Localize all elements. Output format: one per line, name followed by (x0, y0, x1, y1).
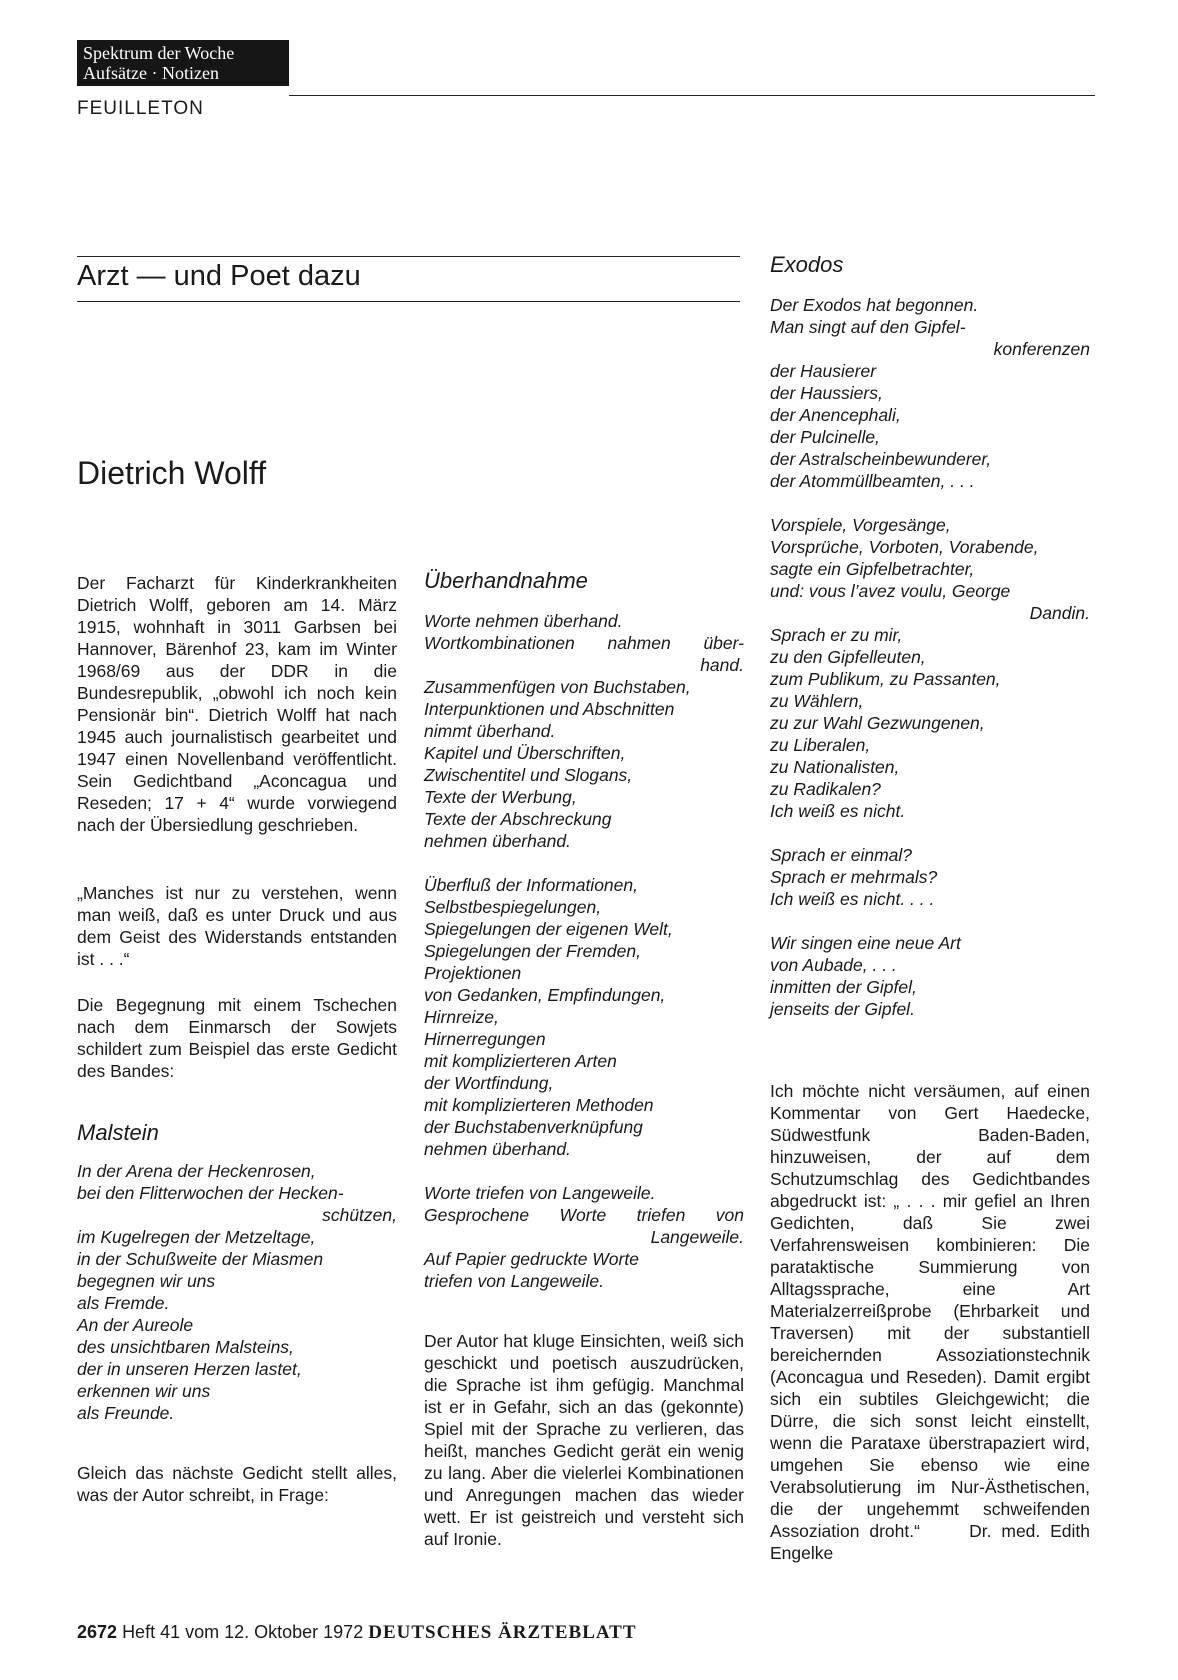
poem-line: mit komplizierteren Arten (424, 1051, 617, 1071)
poem-line: Vorspiele, Vorgesänge, (770, 515, 951, 535)
poem-line: Überfluß der Informationen, (424, 875, 638, 895)
poem-exodos (770, 294, 1090, 1020)
poem-line: Kapitel und Überschriften, (424, 743, 626, 763)
column-1 (77, 572, 397, 1506)
poem-line: von Gedanken, Empfindungen, (424, 985, 666, 1005)
page-footer (77, 1622, 637, 1644)
poem-line: nimmt überhand. (424, 721, 556, 741)
signature: Dr. med. Edith Engelke (770, 1521, 1090, 1563)
poem-line: zu Liberalen, (770, 735, 871, 755)
magazine-name: DEUTSCHES ÄRZTEBLATT (368, 1622, 637, 1643)
poem-line: Dandin. (1029, 603, 1090, 623)
poem-line: Wortkombinationen nahmen über- (424, 633, 744, 653)
title-rule-top (77, 256, 740, 257)
poem-line: Der Exodos hat begonnen. (770, 295, 979, 315)
poem-malstein (77, 1160, 397, 1424)
poem-line: Worte triefen von Langeweile. (424, 1183, 656, 1203)
poem-line: als Freunde. (77, 1403, 175, 1423)
poem-line: Zusammenfügen von Buchstaben, (424, 677, 691, 697)
stanza-break (770, 492, 1090, 514)
poem-line: In der Arena der Heckenrosen, (77, 1161, 316, 1181)
header-rule (289, 95, 1095, 96)
poem-line: Spiegelungen der Fremden, (424, 941, 641, 961)
poem-line: Ich weiß es nicht. . . . (770, 889, 935, 909)
poem-line: des unsichtbaren Malsteins, (77, 1337, 294, 1357)
article-author: Dietrich Wolff (77, 455, 267, 491)
paragraph-3: Gleich das nächste Gedicht stellt alles, was der Autor schreibt, in Frage: (77, 1463, 397, 1505)
poem-line: der Atommüllbeamten, . . . (770, 471, 975, 491)
poem-line: mit komplizierteren Methoden (424, 1095, 654, 1115)
stanza-break (770, 910, 1090, 932)
poem-line: der Hausierer (770, 361, 877, 381)
poem-line: inmitten der Gipfel, (770, 977, 917, 997)
poem-line: Selbstbespiegelungen, (424, 897, 602, 917)
poem-line: Texte der Abschreckung (424, 809, 612, 829)
badge-line-1: Spektrum der Woche (83, 43, 235, 63)
poem-line: Worte nehmen überhand. (424, 611, 623, 631)
poem-line: Hirnreize, (424, 1007, 499, 1027)
poem-line: zu Nationalisten, (770, 757, 900, 777)
poem-line: Projektionen (424, 963, 522, 983)
poem-line: Texte der Werbung, (424, 787, 577, 807)
poem-line: nehmen überhand. (424, 1139, 571, 1159)
poem-line: der Wortfindung, (424, 1073, 554, 1093)
poem-line: Sprach er einmal? (770, 845, 913, 865)
poem-line: Gesprochene Worte triefen von (424, 1205, 744, 1225)
poem-line: zu Radikalen? (770, 779, 881, 799)
commentary-paragraph (770, 1080, 1090, 1564)
poem-line: der Haussiers, (770, 383, 883, 403)
poem-title-exodos: Exodos (770, 252, 844, 277)
poem-line: als Fremde. (77, 1293, 170, 1313)
poem-line: Spiegelungen der eigenen Welt, (424, 919, 673, 939)
poem-line: triefen von Langeweile. (424, 1271, 604, 1291)
poem-line: sagte ein Gipfelbetrachter, (770, 559, 975, 579)
poem-line: zum Publikum, zu Passanten, (770, 669, 1001, 689)
column-2 (424, 568, 744, 1550)
poem-line: An der Aureole (77, 1315, 194, 1335)
poem-line: Interpunktionen und Abschnitten (424, 699, 675, 719)
paragraph-2: Die Begegnung mit einem Tschechen nach dem Einmarsch der Sowjets schildert zum Beispiel das erste Gedicht des Bandes: (77, 995, 397, 1081)
poem-line: der Pulcinelle, (770, 427, 880, 447)
poem-line: Ich weiß es nicht. (770, 801, 906, 821)
commentary-text: Ich möchte nicht versäumen, auf einen Kommentar von Gert Haedecke, Südwestfunk Baden-Baden, hinzuweisen, der auf dem Schutzumschlag des Gedichtbandes abgedruckt ist: „ . . . mir gefiel an Ihren Gedichten, daß Sie zwei Verfahrensweisen kombinieren: Die parataktische Summierung von Alltagssprache, eine Art Materialzerreißprobe (Ehrbarkeit und Traversen) mit der substantiell bereichernden Assoziationstechnik (Aconcagua und Reseden). Damit ergibt sich ein subtiles Gleichgewicht; die Dürre, die sich sonst leicht einstellt, wenn die Parataxe überstrapaziert wird, umgehen Sie ebenso wie eine Verabsolutierung im Nur-Ästhetischen, die der ungehemmt schweifenden Assoziation droht.“ (770, 1081, 1090, 1541)
poem-line: Hirnerregungen (424, 1029, 546, 1049)
poem-line: Zwischentitel und Slogans, (424, 765, 633, 785)
review-paragraph: Der Autor hat kluge Einsichten, weiß sich geschickt und poetisch auszudrücken, die Sprache ist ihm gefügig. Manchmal ist er in Gefahr, sich an das (gekonnte) Spiel mit der Sprache zu verlieren, das heißt, manches Gedicht gerät ein wenig zu lang. Aber die vielerlei Kombinationen und Anregungen machen das wieder wett. Er ist geistreich und versteht sich auf Ironie. (424, 1331, 744, 1549)
poem-line: bei den Flitterwochen der Hecken- (77, 1183, 344, 1203)
poem-line: jenseits der Gipfel. (770, 999, 915, 1019)
poem-line: konferenzen (993, 339, 1090, 359)
poem-line: Man singt auf den Gipfel- (770, 317, 966, 337)
poem-line: der in unseren Herzen lastet, (77, 1359, 302, 1379)
poem-line: Sprach er mehrmals? (770, 867, 938, 887)
poem-line: Langeweile. (650, 1227, 744, 1247)
section-label: FEUILLETON (77, 98, 204, 119)
page-number: 2672 (77, 1622, 118, 1642)
stanza-break (424, 852, 744, 874)
poem-title-ueberhandnahme: Überhandnahme (424, 568, 588, 593)
section-badge (77, 40, 289, 86)
title-rule-bottom (77, 301, 740, 302)
quote-paragraph: „Manches ist nur zu verstehen, wenn man weiß, daß es unter Druck und aus dem Geist des Widerstands entstanden ist . . .“ (77, 883, 397, 969)
poem-line: von Aubade, . . . (770, 955, 897, 975)
poem-line: zu Wählern, (770, 691, 864, 711)
poem-line: Vorsprüche, Vorboten, Vorabende, (770, 537, 1039, 557)
poem-line: im Kugelregen der Metzeltage, (77, 1227, 316, 1247)
poem-line: Auf Papier gedruckte Worte (424, 1249, 639, 1269)
poem-line: der Buchstabenverknüpfung (424, 1117, 643, 1137)
poem-line: zu zur Wahl Gezwungenen, (770, 713, 985, 733)
poem-line: in der Schußweite der Miasmen (77, 1249, 324, 1269)
poem-ueberhandnahme (424, 610, 744, 1292)
poem-line: Sprach er zu mir, (770, 625, 903, 645)
poem-line: Wir singen eine neue Art (770, 933, 961, 953)
poem-line: erkennen wir uns (77, 1381, 211, 1401)
poem-line: begegnen wir uns (77, 1271, 216, 1291)
issue-info: Heft 41 vom 12. Oktober 1972 (122, 1622, 364, 1642)
poem-line: hand. (700, 655, 744, 675)
badge-line-2: Aufsätze · Notizen (83, 63, 219, 83)
poem-line: der Anencephali, (770, 405, 901, 425)
poem-line: schützen, (322, 1205, 397, 1225)
stanza-break (424, 1160, 744, 1182)
poem-line: nehmen überhand. (424, 831, 571, 851)
poem-line: der Astralscheinbewunderer, (770, 449, 992, 469)
stanza-break (770, 822, 1090, 844)
poem-line: zu den Gipfelleuten, (770, 647, 926, 667)
poem-line: und: vous l’avez voulu, George (770, 581, 1011, 601)
intro-paragraph: Der Facharzt für Kinderkrankheiten Dietrich Wolff, geboren am 14. März 1915, wohnhaft in 3011 Garbsen bei Hannover, Bärenhof 23, kam im Winter 1968/69 aus der DDR in die Bundesrepublik, „obwohl ich noch kein Pensionär bin“. Dietrich Wolff hat nach 1945 auch journalistisch gearbeitet und 1947 einen Novellenband veröffentlicht. Sein Gedichtband „Aconcagua und Reseden; 17 + 4“ wurde vorwiegend nach der Übersiedlung geschrieben. (77, 573, 397, 835)
column-3 (770, 252, 1090, 1564)
article-title: Arzt — und Poet dazu (77, 260, 361, 292)
poem-title-malstein: Malstein (77, 1120, 159, 1145)
